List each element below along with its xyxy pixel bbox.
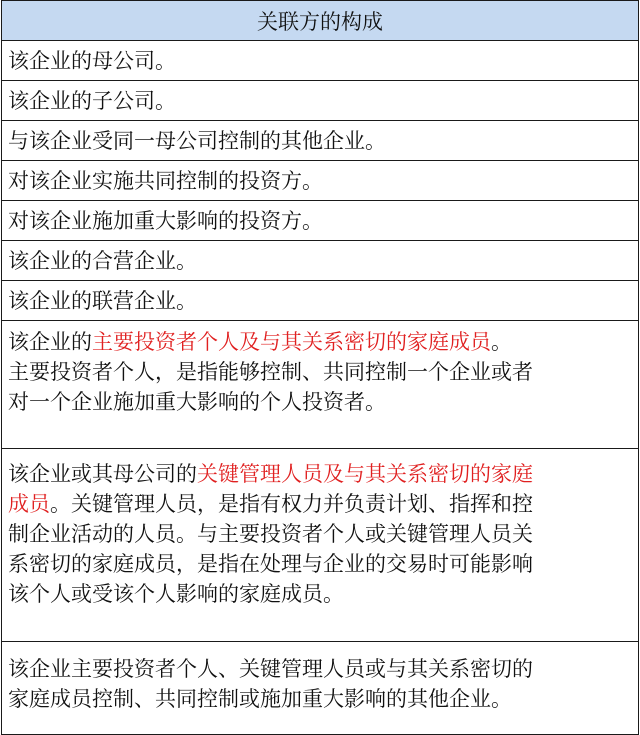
- table-row: [1, 41, 639, 81]
- table-row: [1, 81, 639, 121]
- table-row-key-management: [1, 449, 639, 642]
- row-text: 该企业或其母公司的: [8, 462, 197, 486]
- highlight-text: 关键管理人员及与其关系密切的家庭: [197, 462, 533, 486]
- row-line: 对一个企业施加重大影响的个人投资者。: [8, 390, 386, 414]
- table-row: [1, 201, 639, 241]
- row-line: 系密切的家庭成员，是指在处理与企业的交易时可能影响: [8, 552, 533, 576]
- row-line: 家庭成员控制、共同控制或施加重大影响的其他企业。: [8, 687, 512, 711]
- table-header: 关联方的构成: [1, 1, 639, 41]
- table-row: [1, 161, 639, 201]
- table-row: [1, 281, 639, 321]
- row-text: 该企业的: [8, 330, 92, 354]
- row-text: 该企业的母公司。: [8, 48, 176, 73]
- row-text: 该企业的联营企业。: [8, 288, 197, 313]
- related-party-table: [1, 0, 639, 735]
- highlight-text: 主要投资者个人及与其关系密切的家庭成员: [92, 330, 491, 354]
- row-text: 该企业的合营企业。: [8, 248, 197, 273]
- row-text: 。关键管理人员，是指有权力并负责计划、指挥和控: [50, 492, 533, 516]
- row-text: 。: [491, 330, 512, 354]
- row-line: 主要投资者个人，是指能够控制、共同控制一个企业或者: [8, 360, 533, 384]
- row-text: 与该企业受同一母公司控制的其他企业。: [8, 128, 386, 153]
- row-line: 该企业主要投资者个人、关键管理人员或与其关系密切的: [8, 657, 533, 681]
- highlight-text: 成员: [8, 492, 50, 516]
- row-line: [8, 459, 632, 489]
- row-line: [8, 327, 632, 357]
- row-text: 对该企业施加重大影响的投资方。: [8, 208, 323, 233]
- row-line: 该个人或受该个人影响的家庭成员。: [8, 582, 344, 606]
- row-text: 对该企业实施共同控制的投资方。: [8, 168, 323, 193]
- table-row: [1, 121, 639, 161]
- row-line: [8, 489, 632, 519]
- row-text: 该企业的子公司。: [8, 88, 176, 113]
- table-row-investors: [1, 321, 639, 449]
- row-line: 制企业活动的人员。与主要投资者个人或关键管理人员关: [8, 522, 533, 546]
- table-row: [1, 241, 639, 281]
- table-row-controlled-enterprises: [1, 642, 639, 735]
